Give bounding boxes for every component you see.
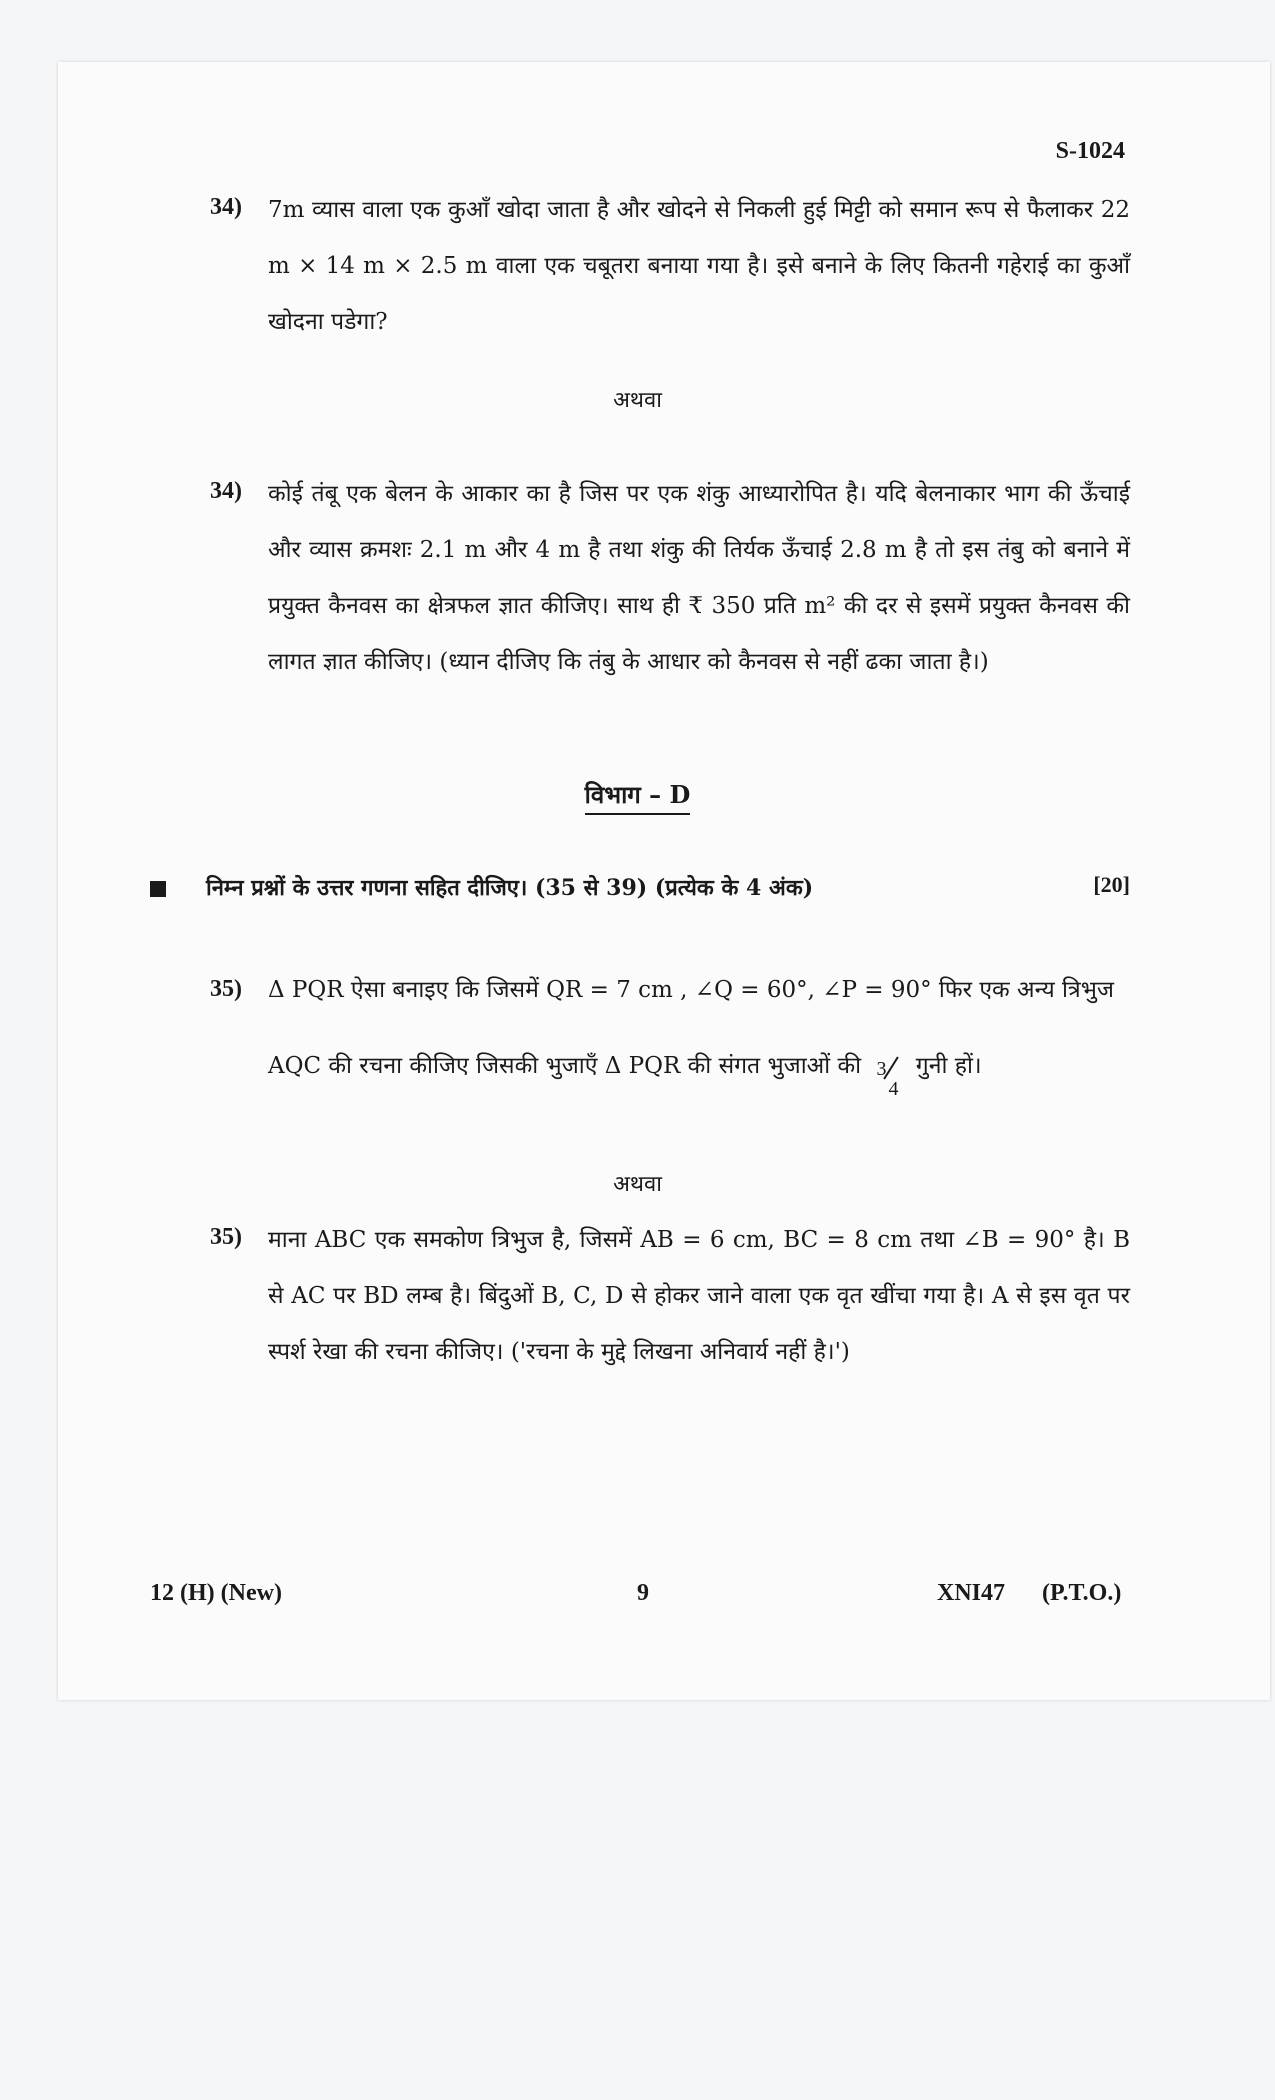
instruction-text: निम्न प्रश्नों के उत्तर गणना सहित दीजिए। (35 से 39) (प्रत्येक के 4 अंक): [206, 875, 814, 901]
question-35-alt-number: 35): [210, 1224, 242, 1250]
section-title: [0, 778, 1275, 811]
question-34-text: 7m व्यास वाला एक कुआँ खोदा जाता है और खोदने से निकली हुई मिट्टी को समान रूप से फैलाकर 22 m × 14 m × 2.5 m वाला एक चबूतरा बनाया गया है। इसे बनाने के लिए कितनी गहेराई का कुआँ खोदना पडेगा?: [268, 197, 1130, 335]
section-title-label: विभाग – D: [585, 780, 691, 815]
question-35-line-1: Δ PQR ऐसा बनाइए कि जिसमें QR = 7 cm , ∠Q = 60°, ∠P = 90° फिर एक अन्य त्रिभुज: [268, 977, 1114, 1003]
fraction-numerator: 3: [876, 1058, 887, 1080]
page-number: 9: [637, 1580, 649, 1606]
square-bullet-icon: [150, 881, 166, 897]
section-instruction: [150, 872, 1130, 902]
fraction-three-fourths: [874, 1047, 902, 1100]
question-35-text: [268, 962, 1130, 1100]
or-divider: अथवा: [613, 1172, 662, 1197]
footer-subject: 12 (H) (New): [150, 1580, 282, 1606]
footer-code: XNI47: [937, 1580, 1006, 1606]
question-34-number: 34): [210, 194, 242, 220]
fraction-denominator: 4: [888, 1078, 899, 1100]
question-35-line-2: [268, 1038, 1130, 1100]
footer-pto: (P.T.O.): [1042, 1580, 1122, 1606]
question-35-line-2-end: गुनी हों।: [915, 1053, 982, 1079]
question-34-alt-number: 34): [210, 478, 242, 504]
question-35-number: 35): [210, 976, 242, 1002]
or-divider: अथवा: [613, 388, 662, 413]
section-marks: [20]: [1093, 872, 1130, 897]
question-35-alt-text: माना ABC एक समकोण त्रिभुज है, जिसमें AB = 6 cm, BC = 8 cm तथा ∠B = 90° है। B से AC पर BD लम्ब है। बिंदुओं B, C, D से होकर जाने वाला एक वृत खींचा गया है। A से इस वृत पर स्पर्श रेखा की रचना कीजिए। ('रचना के मुद्दे लिखना अनिवार्य नहीं है।'): [268, 1227, 1130, 1365]
paper-code: S-1024: [1055, 138, 1125, 164]
question-34-alt-text: कोई तंबू एक बेलन के आकार का है जिस पर एक शंकु आध्यारोपित है। यदि बेलनाकार भाग की ऊँचाई और व्यास क्रमशः 2.1 m और 4 m है तथा शंकु की तिर्यक ऊँचाई 2.8 m है तो इस तंबु को बनाने में प्रयुक्त कैनवस का क्षेत्रफल ज्ञात कीजिए। साथ ही ₹ 350 प्रति m² की दर से इसमें प्रयुक्त कैनवस की लागत ज्ञात कीजिए। (ध्यान दीजिए कि तंबु के आधार को कैनवस से नहीं ढका जाता है।): [268, 481, 1130, 675]
question-35-line-2-start: AQC की रचना कीजिए जिसकी भुजाएँ Δ PQR की संगत भुजाओं की: [268, 1053, 862, 1079]
